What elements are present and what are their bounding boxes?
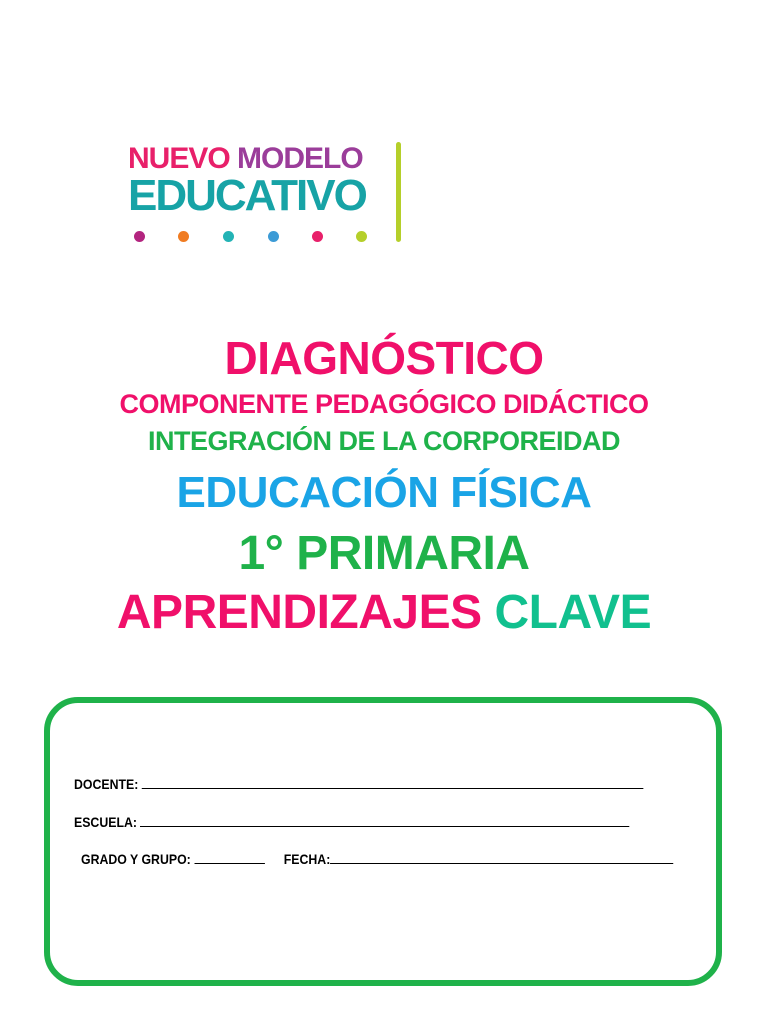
logo-dot bbox=[134, 231, 145, 242]
escuela-label: ESCUELA: bbox=[74, 814, 137, 830]
logo-word-educativo: EDUCATIVO bbox=[128, 171, 366, 220]
teacher-info-box bbox=[44, 697, 722, 986]
title-integracion: INTEGRACIÓN DE LA CORPOREIDAD bbox=[147, 426, 620, 456]
title-aprendizajes: APRENDIZAJES bbox=[116, 586, 482, 639]
docente-label: DOCENTE: bbox=[74, 776, 139, 792]
logo-dot bbox=[312, 231, 323, 242]
logo-accent-bar bbox=[396, 142, 401, 242]
logo-dot bbox=[178, 231, 189, 242]
title-grade: 1° PRIMARIA bbox=[238, 527, 530, 580]
logo-word-nuevo: NUEVO bbox=[128, 142, 230, 175]
grado-label: GRADO Y GRUPO: bbox=[81, 851, 191, 867]
fecha-label: FECHA: bbox=[283, 851, 331, 867]
logo-word-modelo: MODELO bbox=[237, 142, 363, 175]
logo-dot bbox=[356, 231, 367, 242]
escuela-line[interactable] bbox=[140, 813, 629, 827]
docente-row bbox=[74, 775, 643, 792]
title-componente: COMPONENTE PEDAGÓGICO DIDÁCTICO bbox=[119, 389, 649, 419]
title-diagnostico: DIAGNÓSTICO bbox=[224, 332, 544, 384]
docente-line[interactable] bbox=[142, 775, 644, 789]
nuevo-modelo-educativo-logo bbox=[128, 140, 418, 250]
title-subject: EDUCACIÓN FÍSICA bbox=[176, 468, 592, 517]
logo-dot bbox=[223, 231, 234, 242]
grado-line[interactable] bbox=[194, 850, 264, 864]
title-aprendizajes-clave bbox=[0, 585, 768, 640]
logo-dot bbox=[268, 231, 279, 242]
title-clave: CLAVE bbox=[494, 586, 652, 639]
grado-fecha-row bbox=[81, 850, 674, 867]
escuela-row bbox=[74, 813, 630, 830]
fecha-line[interactable] bbox=[330, 850, 673, 864]
